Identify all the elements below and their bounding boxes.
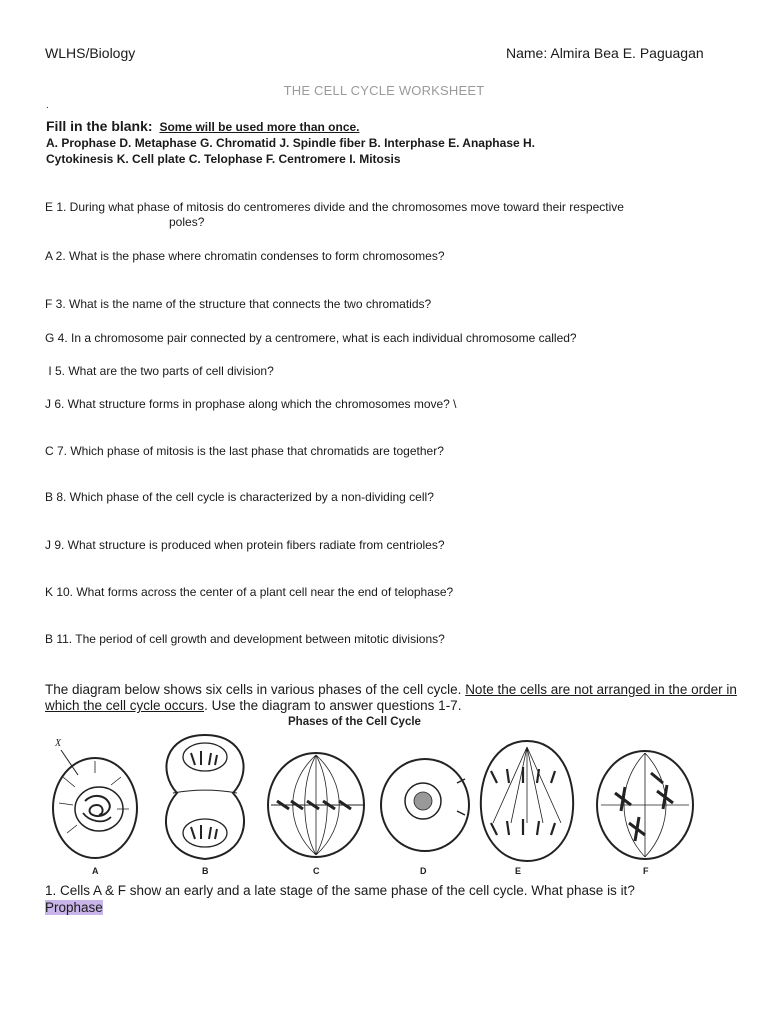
question-8: B 8. Which phase of the cell cycle is characterized by a non-dividing cell?: [45, 490, 434, 504]
question-7: C 7. Which phase of mitosis is the last phase that chromatids are together?: [45, 444, 444, 458]
question-11: B 11. The period of cell growth and development between mitotic divisions?: [45, 632, 445, 646]
question-3: F 3. What is the name of the structure that connects the two chromatids?: [45, 297, 432, 311]
cell-a: [53, 750, 137, 858]
question-9: J 9. What structure is produced when protein fibers radiate from centrioles?: [45, 538, 445, 552]
cell-label-c: C: [313, 866, 320, 876]
choices-line: Cytokinesis K. Cell plate C. Telophase F. Centromere I. Mitosis: [46, 152, 401, 166]
question-text: 1. Cells A & F show an early and a late stage of the same phase of the cell cycle. What phase is it?: [45, 883, 635, 898]
cell-b: [166, 735, 244, 859]
question-4: G 4. In a chromosome pair connected by a centromere, what is each individual chromosome called?: [45, 331, 577, 345]
worksheet-title: THE CELL CYCLE WORKSHEET: [283, 83, 485, 98]
question-1: [45, 200, 735, 230]
cell-d: [381, 759, 469, 851]
fill-in-blank-heading: [46, 118, 360, 134]
question-6: J 6. What structure forms in prophase along which the chromosomes move? \: [45, 397, 457, 411]
diagram-title: Phases of the Cell Cycle: [288, 716, 421, 728]
cell-label-b: B: [202, 866, 209, 876]
header-course: WLHS/Biology: [45, 45, 136, 61]
choices-line: A. Prophase D. Metaphase G. Chromatid J. Spindle fiber B. Interphase E. Anaphase H.: [46, 136, 535, 150]
answer-highlighted: Prophase: [45, 900, 103, 915]
question-10: K 10. What forms across the center of a plant cell near the end of telophase?: [45, 585, 454, 599]
diagram-question-1: [45, 882, 745, 916]
intro-underlined-note: Note the cells are not arranged in the order in which the cell cycle occurs: [45, 682, 737, 713]
diagram-intro: [45, 682, 745, 714]
fill-in-blank-label: Fill in the blank:: [46, 118, 153, 134]
fill-in-blank-note: Some will be used more than once.: [159, 120, 360, 134]
cell-label-e: E: [515, 866, 522, 876]
cell-label-a: A: [92, 866, 99, 876]
question-text-cont: poles?: [169, 215, 205, 229]
cell-label-f: F: [643, 866, 649, 876]
question-2: A 2. What is the phase where chromatin condenses to form chromosomes?: [45, 249, 445, 263]
cell-e: [481, 741, 573, 861]
intro-text: The diagram below shows six cells in various phases of the cell cycle.: [45, 682, 466, 697]
cell-c: [268, 753, 364, 857]
cell-label-d: D: [420, 866, 427, 876]
answer-choices: [46, 135, 686, 167]
cell-cycle-diagram: [45, 713, 725, 878]
intro-text-end: . Use the diagram to answer questions 1-7.: [204, 698, 462, 713]
header-student-name: Name: Almira Bea E. Paguagan: [506, 45, 704, 61]
question-5: I 5. What are the two parts of cell division?: [45, 364, 274, 378]
question-text: E 1. During what phase of mitosis do centromeres divide and the chromosomes move toward their respective: [45, 200, 624, 214]
stray-mark: .: [46, 100, 49, 111]
diagram-marker-x: X: [55, 738, 62, 749]
cell-f: [597, 751, 693, 859]
